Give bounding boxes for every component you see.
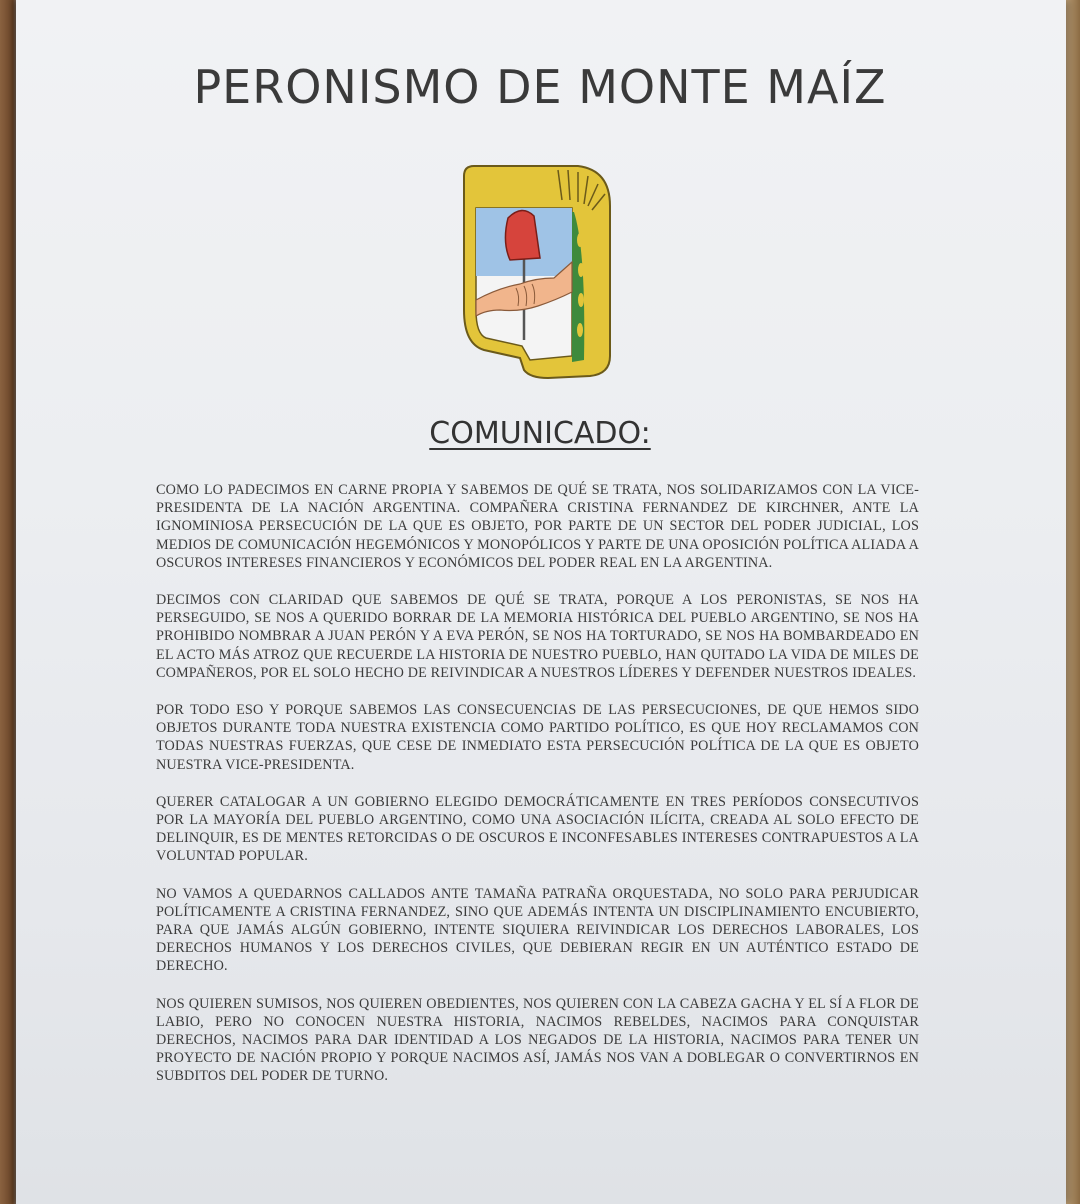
paragraph: NO VAMOS A QUEDARNOS CALLADOS ANTE TAMAÑA PATRAÑA ORQUESTADA, NO SOLO PARA PERJUDICAR POLÍTICAMENTE A CRISTINA FERNANDEZ, SINO QUE ADEMÁS INTENTA UN DISCIPLINAMIENTO ENCUBIERTO, PARA QUE JAMÁS ALGÚN GOBIERNO, INTENTE SIQUIERA REIVINDICAR LOS DERECHOS LABORALES, LOS DERECHOS HUMANOS Y LOS DERECHOS CIVILES, QUE DEBIERAN REGIR EN UN AUTÉNTICO ESTADO DE DERECHO. (156, 885, 919, 975)
paragraph: NOS QUIEREN SUMISOS, NOS QUIEREN OBEDIENTES, NOS QUIEREN CON LA CABEZA GACHA Y EL SÍ A FLOR DE LABIO, PERO NO CONOCEN NUESTRA HISTORIA, NACIMOS REBELDES, NACIMOS PARA CONQUISTAR DERECHOS, NACIMOS PARA DAR IDENTIDAD A LOS NEGADOS DE LA HISTORIA, NACIMOS PARA TENER UN PROYECTO DE NACIÓN PROPIO Y PORQUE NACIMOS ASÍ, JAMÁS NOS VAN A DOBLEGAR O CONVERTIRNOS EN SUBDITOS DEL PODER DE TURNO. (156, 995, 919, 1085)
paragraph: COMO LO PADECIMOS EN CARNE PROPIA Y SABEMOS DE QUÉ SE TRATA, NOS SOLIDARIZAMOS CON LA VICE-PRESIDENTA DE LA NACIÓN ARGENTINA. COMPAÑERA CRISTINA FERNANDEZ DE KIRCHNER, ANTE LA IGNOMINIOSA PERSECUCIÓN DE LA QUE ES OBJETO, POR PARTE DE UN SECTOR DEL PODER JUDICIAL, LOS MEDIOS DE COMUNICACIÓN HEGEMÓNICOS Y MONOPÓLICOS Y PARTE DE UNA OPOSICIÓN POLÍTICA ALIADA A OSCUROS INTERESES FINANCIEROS Y ECONÓMICOS DEL PODER REAL EN LA ARGENTINA. (156, 482, 919, 571)
page-title: PERONISMO DE MONTE MAÍZ (193, 60, 887, 114)
table-edge (1066, 0, 1080, 1204)
section-heading: COMUNICADO: (429, 416, 651, 451)
peronist-shield-icon (460, 160, 612, 382)
paragraph: POR TODO ESO Y PORQUE SABEMOS LAS CONSECUENCIAS DE LAS PERSECUCIONES, DE QUE HEMOS SIDO OBJETOS DURANTE TODA NUESTRA EXISTENCIA COMO PARTIDO POLÍTICO, ES QUE HOY RECLAMAMOS CON TODAS NUESTRAS FUERZAS, QUE CESE DE INMEDIATO ESTA PERSECUCIÓN POLÍTICA DE LA QUE ES OBJETO NUESTRA VICE-PRESIDENTA. (156, 702, 919, 773)
phrygian-cap (505, 210, 540, 260)
paragraph: QUERER CATALOGAR A UN GOBIERNO ELEGIDO DEMOCRÁTICAMENTE EN TRES PERÍODOS CONSECUTIVOS POR LA MAYORÍA DEL PUEBLO ARGENTINO, COMO UNA ASOCIACIÓN ILÍCITA, CREADA AL SOLO EFECTO DE DELINQUIR, ES DE MENTES RETORCIDAS O DE OSCUROS E INCONFESABLES INTERESES CONTRAPUESTOS A LA VOLUNTAD POPULAR. (156, 793, 919, 865)
statement-body (156, 481, 919, 1105)
paragraph: DECIMOS CON CLARIDAD QUE SABEMOS DE QUÉ SE TRATA, PORQUE A LOS PERONISTAS, SE NOS HA PERSEGUIDO, SE NOS A QUERIDO BORRAR DE LA MEMORIA HISTÓRICA DEL PUEBLO ARGENTINO, SE NOS HA PROHIBIDO NOMBRAR A JUAN PERÓN Y A EVA PERÓN, SE NOS HA TORTURADO, SE NOS HA BOMBARDEADO EN EL ACTO MÁS ATROZ QUE RECUERDE LA HISTORIA DE NUESTRO PUEBLO, HAN QUITADO LA VIDA DE MILES DE COMPAÑEROS, POR EL SOLO HECHO DE REIVINDICAR A NUESTROS LÍDERES Y DEFENDER NUESTROS IDEALES. (156, 592, 919, 681)
